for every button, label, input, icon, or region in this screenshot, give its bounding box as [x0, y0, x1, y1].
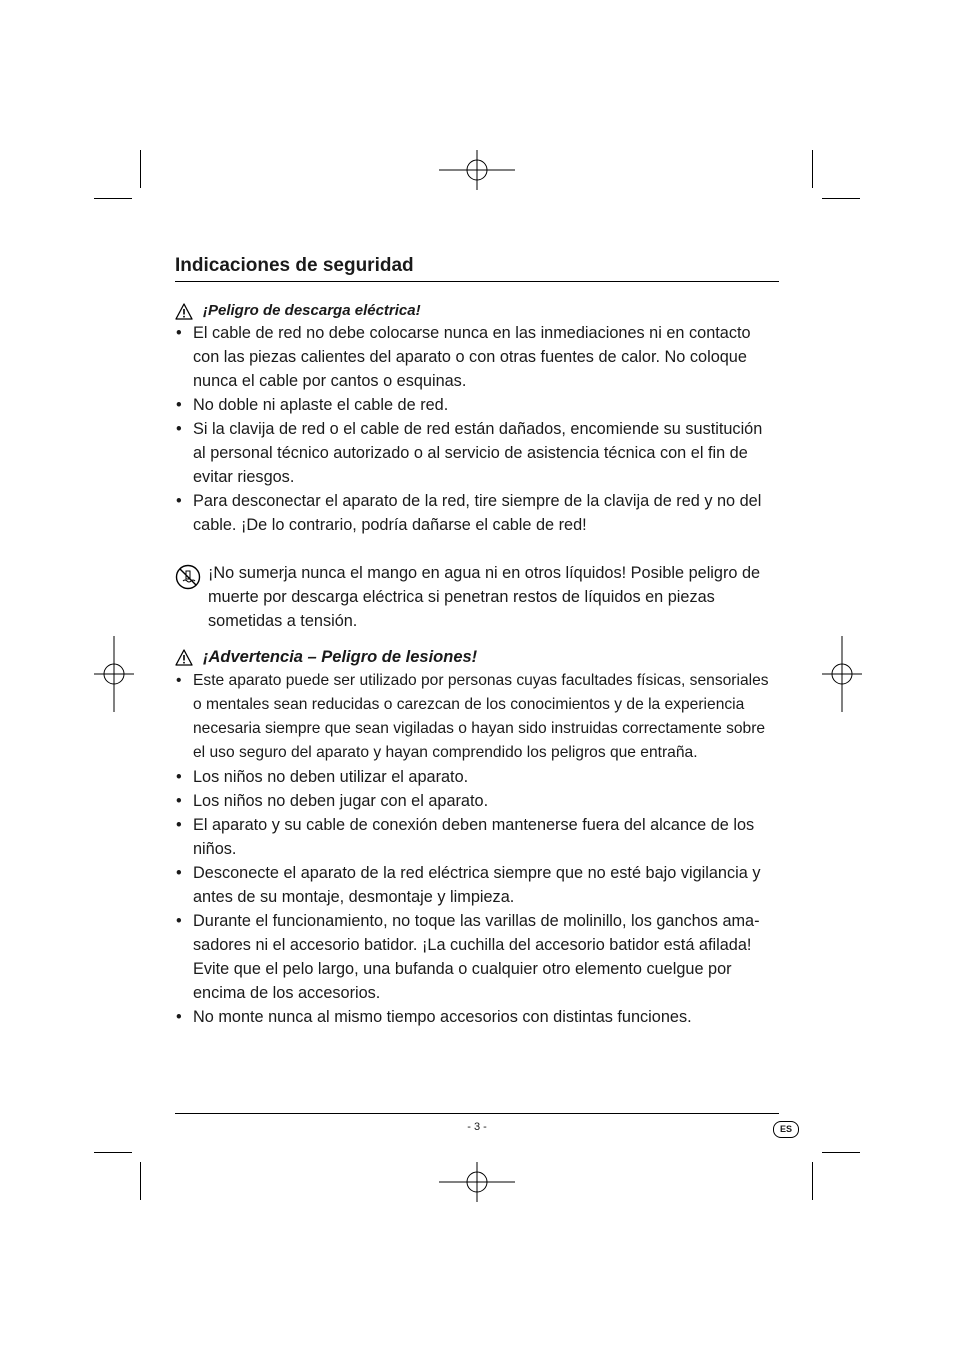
list-item: • Los niños no deben jugar con el aparato.: [175, 789, 779, 813]
bullet-list: [175, 669, 779, 1029]
section-heading-text: ¡Advertencia – Peligro de lesiones!: [203, 648, 478, 666]
page-number: - 3 -: [467, 1121, 487, 1133]
notice-text: ¡No sumerja nunca el mango en agua ni en otros líquidos! Posible peligro de muerte por descarga eléctrica si penetran restos de líquidos en piezas sometidas a tensión.: [208, 564, 761, 630]
list-item: • El aparato y su cable de conexión deben mantenerse fuera del alcance de los niños.: [175, 813, 779, 861]
page-title: Indicaciones de seguridad: [175, 252, 779, 282]
section-heading-text: ¡Peligro de descarga eléctrica!: [203, 302, 421, 319]
footer-divider: [175, 1113, 779, 1114]
crop-mark: [822, 1152, 860, 1153]
section-heading-electric-shock: [175, 301, 779, 321]
list-item: • No monte nunca al mismo tiempo accesorios con distintas funciones.: [175, 1005, 779, 1029]
list-item: • No doble ni aplaste el cable de red.: [175, 393, 779, 417]
list-item: • Este aparato puede ser utilizado por personas cuyas facultades físicas, sensoriales o mentales sean reducidas o carezcan de los conocimientos y de la experiencia necesaria siempre que sean vigiladas o hayan sido instruidas correctamente sobre el uso seguro del aparato y hayan comprendido los peligros que entraña.: [175, 669, 779, 765]
list-item: • El cable de red no debe colocarse nunca en las inmediaciones ni en contacto con las piezas calientes del aparato o con otras fuentes de calor. No coloque nunca el cable por cantos o esquinas.: [175, 321, 779, 393]
list-item: • Durante el funcionamiento, no toque las varillas de molinillo, los ganchos ama-sadores ni el accesorio batidor. ¡La cuchilla del accesorio batidor está afilada! Evite que el pelo largo, una bufanda o cualquier otro elemento cuelgue por encima de los accesorios.: [175, 909, 779, 1005]
list-item: • Los niños no deben utilizar el aparato.: [175, 765, 779, 789]
page-content: [175, 252, 779, 1029]
section-heading-injury: [175, 645, 779, 669]
crop-mark: [140, 150, 141, 188]
registration-mark-icon: [822, 636, 862, 712]
crop-mark: [812, 1162, 813, 1200]
list-item: • Para desconectar el aparato de la red, tire siempre de la clavija de red y no del cable. ¡De lo contrario, podría dañarse el cable de red!: [175, 489, 779, 537]
no-immersion-icon: [175, 564, 201, 590]
crop-mark: [94, 1152, 132, 1153]
language-badge: ES: [773, 1121, 799, 1138]
registration-mark-icon: [439, 1162, 515, 1202]
crop-mark: [94, 198, 132, 199]
warning-triangle-icon: [175, 649, 193, 666]
warning-triangle-icon: [175, 303, 193, 320]
crop-mark: [812, 150, 813, 188]
crop-mark: [140, 1162, 141, 1200]
list-item: • Desconecte el aparato de la red eléctrica siempre que no esté bajo vigilancia y antes de su montaje, desmontaje y limpieza.: [175, 861, 779, 909]
list-item: • Si la clavija de red o el cable de red están dañados, encomiende su sustitución al personal técnico autorizado o al servicio de asistencia técnica con el fin de evitar riesgos.: [175, 417, 779, 489]
registration-mark-icon: [439, 150, 515, 190]
immersion-notice: [175, 561, 779, 633]
registration-mark-icon: [94, 636, 134, 712]
crop-mark: [822, 198, 860, 199]
bullet-list: [175, 321, 779, 537]
